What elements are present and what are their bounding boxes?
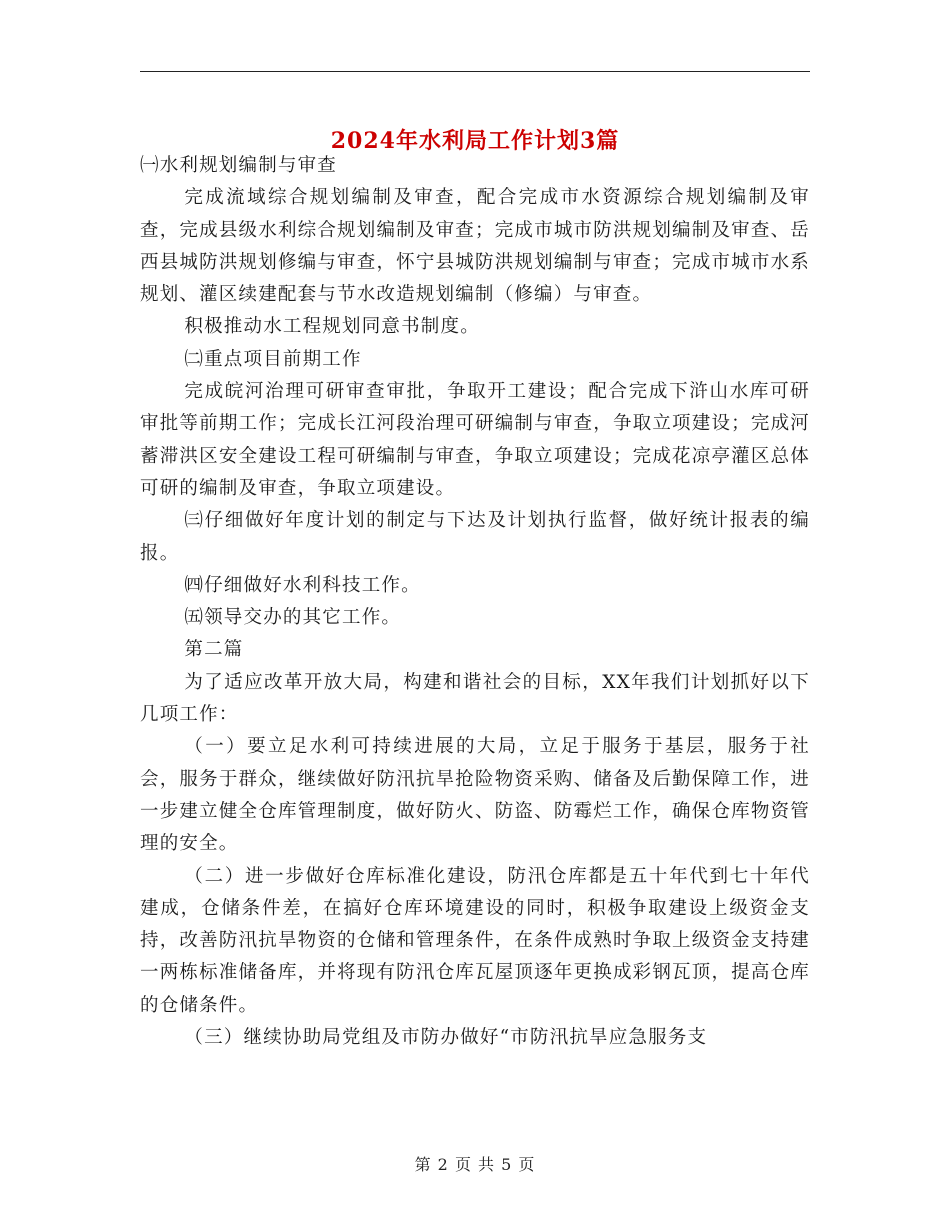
document-title: 2024年水利局工作计划3篇 [330, 127, 620, 154]
paragraph: （一）要立足水利可持续进展的大局，立足于服务于基层，服务于社会，服务于群众，继续做好防汛抗旱抢险物资采购、储备及后勤保障工作，进一步建立健全仓库管理制度，做好防火、防盗、防霉烂工作，确保仓库物资管理的安全。 [140, 736, 810, 855]
paragraph: ㈡重点项目前期工作 [184, 348, 362, 370]
paragraph: 积极推动水工程规划同意书制度。 [184, 316, 480, 338]
paragraph: 为了适应改革开放大局，构建和谐社会的目标，XX年我们计划抓好以下几项工作： [140, 671, 810, 726]
paragraph: （二）进一步做好仓库标准化建设，防汛仓库都是五十年代到七十年代建成，仓储条件差，在搞好仓库环境建设的同时，积极争取建设上级资金支持，改善防汛抗旱物资的仓储和管理条件，在条件成熟时争取上级资金支持建一两栋标准储备库，并将现有防汛仓库瓦屋顶逐年更换成彩钢瓦顶，提高仓库的仓储条件。 [140, 865, 810, 1016]
page-number-footer: 第 2 页 共 5 页 [414, 1155, 536, 1174]
document-body [140, 150, 810, 1054]
paragraph: 完成流域综合规划编制及审查，配合完成市水资源综合规划编制及审查，完成县级水利综合规划编制及审查；完成市城市防洪规划编制及审查、岳西县城防洪规划修编与审查，怀宁县城防洪规划编制与审查；完成市城市水系规划、灌区续建配套与节水改造规划编制（修编）与审查。 [140, 187, 810, 306]
paragraph: ㈤领导交办的其它工作。 [184, 607, 402, 629]
paragraph: ㈣仔细做好水利科技工作。 [184, 574, 421, 596]
paragraph: 完成皖河治理可研审查审批，争取开工建设；配合完成下浒山水库可研审批等前期工作；完成长江河段治理可研编制与审查，争取立项建设；完成河蓄滞洪区安全建设工程可研编制与审查，争取立项建设；完成花凉亭灌区总体可研的编制及审查，争取立项建设。 [140, 381, 810, 499]
section-heading: 第二篇 [184, 639, 244, 661]
header-rule [140, 71, 810, 72]
paragraph: ㈠水利规划编制与审查 [140, 155, 338, 176]
paragraph: （三）继续协助局党组及市防办做好“市防汛抗旱应急服务支 [184, 1027, 708, 1049]
paragraph: ㈢仔细做好年度计划的制定与下达及计划执行监督，做好统计报表的编报。 [140, 510, 810, 564]
